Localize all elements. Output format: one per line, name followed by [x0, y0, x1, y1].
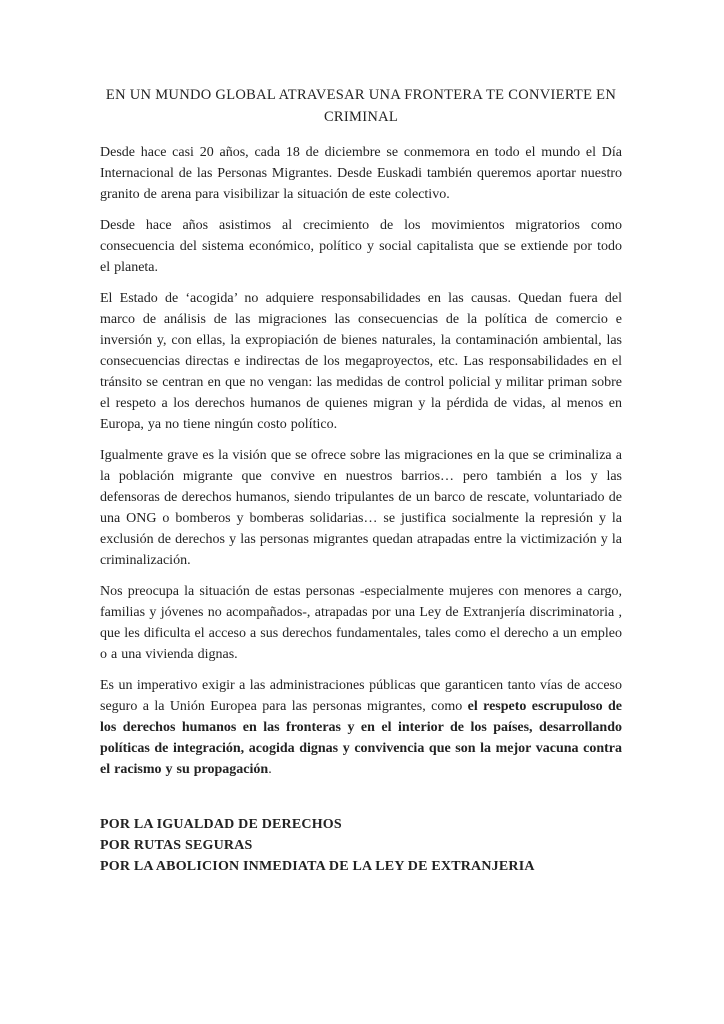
paragraph-concern: Nos preocupa la situación de estas personas -especialmente mujeres con menores a cargo, familias y jóvenes no acompañados-, atrapadas por una Ley de Extranjería discriminatoria , que les dificulta el acceso a sus derechos fundamentales, tales como el derecho a un empleo o a una vivienda dignas. — [100, 584, 622, 662]
slogan-abolition-immigration-law: POR LA ABOLICION INMEDIATA DE LA LEY DE EXTRANJERIA — [100, 859, 535, 874]
document-title: EN UN MUNDO GLOBAL ATRAVESAR UNA FRONTERA TE CONVIERTE EN CRIMINAL — [105, 87, 617, 125]
paragraph-host-state: El Estado de ‘acogida’ no adquiere responsabilidades en las causas. Quedan fuera del marco de análisis de las migraciones las consecuencias de la política de comercio e inversión y, con ellas, la expropiación de bienes naturales, la contaminación ambiental, las consecuencias directas e indirectas de los megaproyectos, etc. Las responsabilidades en el tránsito se centran en que no vengan: las medidas de control policial y militar priman sobre el respeto a los derechos humanos de quienes migran y la pérdida de vidas, al menos en Europa, ya no tiene ningún costo político. — [100, 291, 622, 432]
slogan-equality-of-rights: POR LA IGUALDAD DE DERECHOS — [100, 817, 342, 832]
paragraph-intro: Desde hace casi 20 años, cada 18 de diciembre se conmemora en todo el mundo el Día Internacional de las Personas Migrantes. Desde Euskadi también queremos aportar nuestro granito de arena para visibilizar la situación de este colectivo. — [100, 145, 622, 202]
closing-slogans — [100, 814, 622, 877]
final-paragraph-suffix: . — [268, 762, 272, 777]
paragraph-criminalization: Igualmente grave es la visión que se ofrece sobre las migraciones en la que se criminaliza a la población migrante que convive en nuestros barrios… pero también a los y las defensoras de derechos humanos, siendo tripulantes de un barco de rescate, voluntariado de una ONG o bomberos y bomberas solidarias… se justifica socialmente la represión y la exclusión de derechos y las personas migrantes quedan atrapadas entre la victimización y la criminalización. — [100, 448, 622, 568]
paragraph-migratory-movements: Desde hace años asistimos al crecimiento de los movimientos migratorios como consecuencia del sistema económico, político y social capitalista que se extiende por todo el planeta. — [100, 218, 622, 275]
final-paragraph-bold-text: el respeto escrupuloso de los derechos humanos en las fronteras y en el interior de los países, desarrollando políticas de integración, acogida dignas y convivencia que son la mejor vacuna contra el racismo y su propagación — [100, 699, 622, 777]
final-paragraph-normal-text: Es un imperativo exigir a las administraciones públicas que garanticen tanto vías de acceso seguro a la Unión Europea para las personas migrantes, como — [100, 678, 622, 714]
paragraph-imperative — [100, 675, 622, 780]
slogan-safe-routes: POR RUTAS SEGURAS — [100, 838, 253, 853]
document-content — [100, 84, 622, 877]
